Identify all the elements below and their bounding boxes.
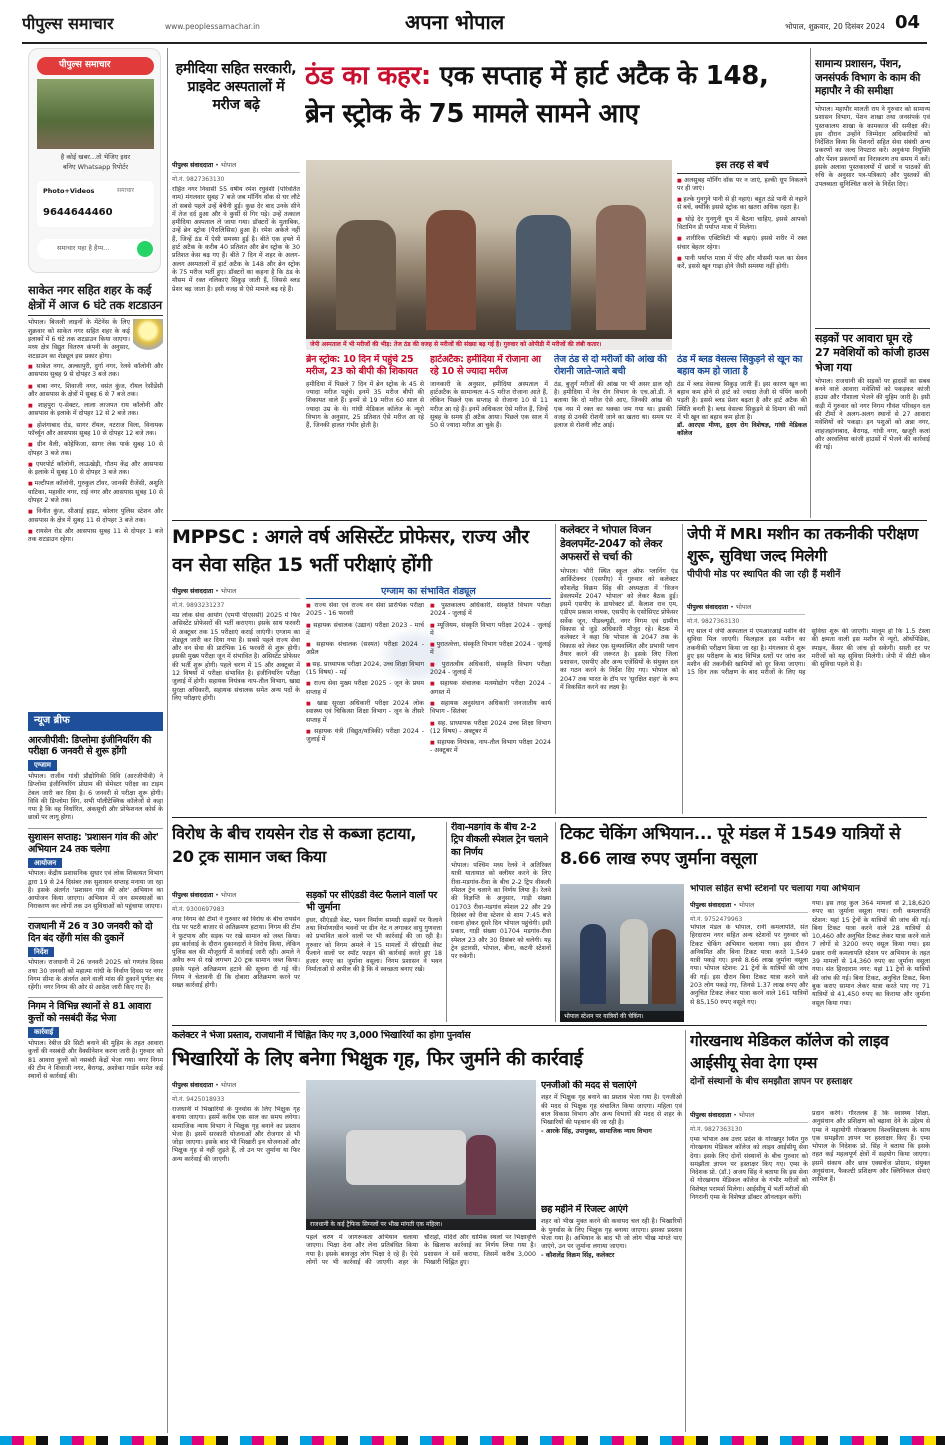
saket-area-list [28, 363, 163, 545]
promo-contact-label: Photo+Videos [43, 187, 95, 195]
area-item: ■ बाबा नगर, शिवाजी नगर, वसंत कुंज, रॉयल रेसीडेंसी और आसपास के क्षेत्रों में सुबह 6 से 7 बजे तक। [28, 383, 163, 400]
byline-mobile: मो.नं. 9752479963 [690, 915, 743, 922]
cd-waste-sub [306, 890, 442, 1022]
gorakh-subheadline: दोनों संस्थानों के बीच समझौता ज्ञापन पर हस्ताक्षर [690, 1076, 853, 1087]
ticket-byline [690, 900, 808, 922]
brief-body: भोपाल। रेबीज फ्री सिटी बनाने की मुहिम के तहत आवारा कुत्तों की नसबंदी और वैक्सीनेशन करना जारी है। गुरुवार को 81 आवारा कुत्तों को नसबंदी केंद्रों भेजा गया। नगर निगम की टीम ने शिवाजी नगर, बैरागढ़, अशोका गार्डन समेत कई स्थानों से कार्रवाई की। [28, 1039, 163, 1081]
lead-byline [172, 160, 300, 184]
raisen-byline [172, 890, 300, 914]
promo-line2: बनिए Whatsapp रिपोर्टर [62, 163, 129, 171]
schedule-item: ■ राज्य सेवा मुख्य परीक्षा 2025 - जून के प्रथम सप्ताह में [306, 680, 424, 697]
sub-headline-text: हार्टअटैक: हमीदिया में रोजाना आ रहे 10 से ज्यादा मरीज [430, 354, 541, 378]
sub-headline: तेज ठंड से दो मरीजों की आंख की रोशनी जाते-जाते बची [554, 354, 667, 378]
schedule-item: ■ सहायक नियंत्रक, नाप-तौल विभाग परीक्षा 2024 - अक्टूबर में [430, 739, 551, 756]
cattle-headline: सड़कों पर आवारा घूम रहे 27 मवेशियों को कांजी हाउस भेजा गया [815, 328, 930, 375]
byline-place: भोपाल [220, 892, 237, 899]
tip-item: ■ थोड़े देर गुनगुनी धूप में बैठना चाहिए, इससे आपको विटामिन डी पर्याप्त मात्रा में मिलेगा। [677, 216, 807, 233]
byline-mobile: मो.नं. 9300697983 [172, 905, 225, 913]
admin-headline: सामान्य प्रशासन, पेंशन, जनसंपर्क विभाग के काम की महापौर ने की समीक्षा [815, 58, 930, 103]
ngo-box [541, 1080, 682, 1200]
beggar-headline [172, 1046, 682, 1076]
sub-body: जानकारी के अनुसार, हमीदिया अस्पताल में हार्टअटैक के सामान्यतः 4-5 मरीज रोजाना आते हैं, लेकिन पिछले एक सप्ताह से रोजाना 10 से 11 मरीज आ रहे हैं। इनमें अधिकतर ऐसे मरीज हैं, जिन्हें सुबह के समय ही अटैक आया। पिछले एक साल में 50 से ज्यादा मरीज आ चुके हैं। [430, 380, 548, 430]
promo-header: पीपुल्स समाचार [37, 57, 154, 75]
lead-kicker-text: हमीदिया सहित सरकारी, प्राइवेट अस्पतालों में मरीज बढ़े [175, 61, 297, 114]
schedule-item: ■ पुरातत्वीय अधिकारी, संस्कृति विभाग परीक्षा 2024 - जुलाई में [430, 661, 551, 678]
ticket-headline-text: टिकट चेकिंग अभियान... पूरे मंडल में 1549 यात्रियों से 8.66 लाख रुपए जुर्माना वसूला [560, 824, 901, 869]
schedule-item: ■ सहायक अनुसंधान अधिकारी जनजातीय कार्य विभाग - सितंबर [430, 700, 551, 717]
gorakh-side: प्रदान करेंगे। गौरतलब है कि स्वास्थ्य शिक्षा, अनुसंधान और प्रशिक्षण को बढ़ावा देने के उद्देश्य से एम्स ने महायोगी गोरखनाथ विश्वविद्यालय के साथ एक समझौता ज्ञापन पर हस्ताक्षर किए हैं। एम्स भोपाल के निदेशक प्रो. सिंह ने बताया कि इसके तहत कई महत्वपूर्ण क्षेत्रों में सहयोग किया जाएगा। इसमें संकाय और छात्र एक्सचेंज प्रोग्राम, संयुक्त अनुसंधान, फैकल्टी प्रशिक्षण और क्लिनिकल सेवाएं शामिल हैं। [812, 1110, 930, 1184]
raisen-body: नगर निगम की टीमों ने गुरुवार को विरोध के बीच रायसेन रोड पर पटरी बाजार से अतिक्रमण हटाया। निगम की टीम ने फुटपाथ और सड़क पर रखे सामान को जब्त किया। इस कार्रवाई के दौरान दुकानदारों ने विरोध किया, लेकिन पुलिस बल की मौजूदगी में कार्रवाई जारी रही। अमले ने अवैध रूप से रखे लगभग 20 ट्रक सामान जब्त किया। इसके पहले अतिक्रमण हटाने की सूचना दी गई थी। निगम ने चेतावनी दी कि दोबारा अतिक्रमण करने पर सख्त कार्रवाई होगी। [172, 916, 300, 990]
brief-headline: राजधानी में 26 व 30 जनवरी को दो दिन बंद रहेंगी मांस की दुकानें [28, 917, 163, 945]
byline-place: भोपाल [220, 1082, 237, 1089]
mri-body: नए साल में जेपी अस्पताल में एमआरआई मशीन की सुविधा मिल जाएगी। फिलहाल इस मशीन का तकनीकी परीक्षण किया जा रहा है। मंगलवार से शुरू हुए इस परीक्षण के बाद विभिन्न स्तरों पर जांच कर मशीन की तकनीकी खामियों को दूर किया जाएगा। 15 दिन तक परीक्षण के बाद मरीजों के लिए यह सुविधा शुरू की जाएगी। मालूम हो कि 1.5 टेस्ला की क्षमता वाली इस मशीन से न्यूरो, ऑर्थोपेडिक, स्पाइन, कैंसर की जांच हो सकेगी। सस्ती दर पर मरीजों को यह सुविधा मिलेगी। जेपी में सीटी स्कैन की सुविधा पहले से है। [687, 628, 930, 677]
website[interactable]: www.peoplessamachar.in [165, 22, 260, 31]
ticket-body: भोपाल मंडल के भोपाल, रानी कमलापति, संत हिरदाराम नगर सहित अन्य स्टेशनों पर गुरुवार को टिकट चेकिंग अभियान चलाया गया। इस दौरान अनियमित और बिना टिकट यात्रा करते 1,549 यात्री पकड़े गए। इनसे 8.66 लाख जुर्माना वसूला गया। भोपाल स्टेशन: 21 ट्रेनों के यात्रियों की जांच की गई। इस दौरान बिना टिकट यात्रा करने वाले 203 लोग पकड़े गए, जिनसे 1.37 लाख रुपए और अनुचित टिकट लेकर यात्रा करने वाले 161 यात्रियों से 85,150 रुपए वसूले गए। [690, 924, 808, 1006]
byline: पीपुल्स संवाददाता • भोपाल [687, 602, 805, 615]
lead-headline-rest: एक सप्ताह में हार्ट अटैक के 148, ब्रेन स्ट्रोक के 75 मामले सामने आए [305, 61, 769, 129]
area-item: ■ एयरपोर्ट कॉलोनी, लाऊखेड़ी, गौतम केंद्र और आसपास के इलाके में सुबह 10 से दोपहर 3 बजे तक। [28, 461, 163, 478]
bulb-icon [133, 319, 163, 353]
mppsc-headline [172, 524, 552, 584]
ticket-subheadline: भोपाल सहित सभी स्टेशनों पर चलाया गया अभियान [690, 884, 860, 894]
lead-headline [305, 58, 805, 158]
cold-title: ठंड में ब्लड वेसल्स सिकुड़ने से खून का बहाव कम हो जाता है [677, 354, 803, 378]
area-item: ■ ग्रीन वैली, कोहेफिजा, सागर लेक पार्क सुबह 10 से दोपहर 3 बजे तक। [28, 441, 163, 458]
beggar-kicker-text: कलेक्टर ने भेजा प्रस्ताव, राजधानी में चिह्नित किए गए 3,000 भिखारियों का होगा पुनर्वास [172, 1030, 471, 1041]
gorakh-story [690, 1030, 930, 1432]
byline-place: भोपाल [220, 588, 237, 595]
brief-headline: सुशासन सप्ताह: 'प्रशासन गांव की ओर' अभियान 24 तक चलेगा [28, 828, 163, 856]
mppsc-schedule [306, 586, 551, 812]
schedule-title: एग्जाम का संभावित शेड्यूल [306, 586, 551, 599]
collector-body: भोपाल। भौरी स्थित स्कूल ऑफ प्लानिंग एंड आर्किटेक्चर (एसपीए) में गुरुवार को कलेक्टर कौशलेंद्र विक्रम सिंह की अध्यक्षता में 'विजन डेवलपमेंट 2047 भोपाल' को लेकर बैठक हुई। इसमें एसपीए के डायरेक्टर डॉ. कैलाश राव एम, एडीएम प्रकाश नायक, एसपीए के एसोसिएट प्रोफेसर सर्वेक जून, पीडब्ल्यूडी, नगर निगम एवं ग्रामीण विकास से जुड़े अधिकारी मौजूद रहे। बैठक में कलेक्टर ने कहा कि भोपाल के 2047 तक के विकास को लेकर एक सुव्यवस्थित और प्रभावी प्लान तैयार करने की जरूरत है। इसके लिए जिला प्रशासन, एसपीए और अन्य एजेंसियों के संयुक्त दल का गठन करने के निर्देश दिए गए। भोपाल को 2047 तक भारत के टॉप पर 'सुरक्षित शहर' के रूप में विकसित करने का लक्ष्य है। [560, 567, 678, 692]
sub-headline [306, 354, 424, 379]
byline-name: पीपुल्स संवाददाता [690, 1112, 732, 1119]
news-brief-label: न्यूज ब्रीफ [28, 712, 163, 731]
beggar-photo-caption: राजधानी के कई ट्रैफिक सिग्नलों पर भीख मांगती एक महिला। [306, 1219, 536, 1231]
ngo-body: शहर में भिक्षुक गृह बनाने का प्रस्ताव भेजा गया है। एनजीओ की मदद से भिक्षुक गृह संचालित किया जाएगा। महिला एवं बाल विकास विभाग और अन्य विभागों की मदद से शहर के भिखारियों की पहचान की जा रही है। [541, 1094, 682, 1127]
schedule-item: ■ म्यूजियम, संस्कृति विभाग परीक्षा 2024 - जुलाई में [430, 622, 551, 639]
tips-box [677, 160, 807, 350]
beggar-kicker [172, 1030, 682, 1044]
schedule-item: ■ सहायक यंत्री (विद्युत/यांत्रिकी) परीक्षा 2024 - जुलाई में [306, 728, 424, 745]
saket-headline: साकेत नगर सहित शहर के कई क्षेत्रों में आज 6 घंटे तक शटडाउन [28, 283, 163, 316]
rewa-body: भोपाल। पश्चिम मध्य रेलवे ने अतिरिक्त यात्री यातायात को क्लीयर करने के लिए रीवा-मडगांव-रीवा के बीच 2-2 ट्रिप वीकली स्पेशल ट्रेन चलाने का निर्णय लिया है। रेलवे की विज्ञप्ति के अनुसार, गाड़ी संख्या 01703 रीवा-मडगांव स्पेशल 22 और 29 दिसंबर को रीवा स्टेशन से शाम 7:45 बजे रवाना होकर दूसरे दिन भोपाल पहुंचेगी। इसी प्रकार, गाड़ी संख्या 01704 मडगांव-रीवा स्पेशल 23 और 30 दिसंबर को चलेगी। यह ट्रेन इटारसी, भोपाल, बीना, कटनी स्टेशनों पर रुकेगी। [451, 862, 551, 961]
admin-story [815, 58, 930, 320]
brief-body: भोपाल। राजीव गांधी प्रौद्योगिकी विवि (आरजीपीवी) ने डिप्लोमा इंजीनियरिंग प्रोग्राम की सेमेस्टर परीक्षा का टाइम टेबल जारी कर दिया है। 6 जनवरी से परीक्षा शुरू होगी। विवि की डिप्लोमा विंग, सभी पॉलीटेक्निक कॉलेजों से कहा गया है कि वह निर्धारित, अंकसूची और प्रोफेशनल कोर्स के छात्रों पर लागू होगा। [28, 773, 163, 822]
area-item: ■ मल्टीपल कॉलोनी, गुरुकुल टॉवर, जानकी रीजेंसी, अशुति वाटिका, महावीर नगर, राई नगर और आसपास सुबह 10 से दोपहर 2 बजे तक। [28, 480, 163, 505]
page-number: 04 [895, 12, 921, 33]
news-brief [28, 712, 163, 1432]
schedule-item: ■ सह. प्राध्यापक परीक्षा 2024, उच्च शिक्षा विभाग (15 विषय) - मई [306, 661, 424, 678]
cold-credit: डॉ. आरएस मीणा, हृदय रोग विशेषज्ञ, गांधी मेडिकल कॉलेज [677, 422, 807, 438]
dateline: भोपाल, शुक्रवार, 20 दिसंबर 2024 [785, 22, 885, 31]
schedule-item: ■ राज्य सेवा एवं राज्य वन सेवा प्रारंभिक परीक्षा 2025 - 16 फरवरी [306, 602, 424, 619]
mppsc-headline-text: MPPSC : अगले वर्ष असिस्टेंट प्रोफेसर, राज्य और वन सेवा सहित 15 भर्ती परीक्षाएं होंगी [172, 526, 529, 576]
mri-headline: जेपी में MRI मशीन का तकनीकी परीक्षण शुरू, सुविधा जल्द मिलेगी [687, 525, 918, 565]
byline-mobile: मो.नं. 9827363130 [687, 617, 740, 625]
report-box [541, 1204, 682, 1432]
byline: पीपुल्स संवाददाता • भोपाल [690, 1110, 808, 1123]
byline-mobile: मो.नं. 9425018933 [172, 1095, 225, 1103]
area-item: ■ विनीत कुंज, सीआई हाइट, कोलार पुलिस स्टेशन और आसपास के क्षेत्र में सुबह 11 से दोपहर 3 बजे तक। [28, 508, 163, 525]
gorakh-body: एम्स भोपाल अब उत्तर प्रदेश के गोरखपुर स्थित गुरु गोरखनाथ मेडिकल कॉलेज को लाइव आईसीयू सेवा देगा। इसके लिए दोनों संस्थानों के बीच गुरुवार को समझौता ज्ञापन पर हस्ताक्षर किए गए। एम्स के निदेशक प्रो. (डॉ.) अजय सिंह ने बताया कि इस सेवा से गोरखनाथ मेडिकल कॉलेज के गंभीर मरीजों को विशेषज्ञ परामर्श मिलेगा। आईसीयू में भर्ती मरीजों की निगरानी एम्स के विशेषज्ञ डॉक्टर ऑनलाइन करेंगे। [690, 1136, 808, 1202]
schedule-right [430, 602, 551, 812]
byline-name: पीपुल्स संवाददाता [172, 1082, 214, 1089]
lead-kicker [172, 60, 300, 155]
byline: पीपुल्स संवाददाता • भोपाल [172, 890, 300, 903]
sub-body: ठंड, बुजुर्ग मरीजों की आंख पर भी असर डाल रही है। हमीदिया में नेत्र रोग विभाग के एच.ओ.डी. ने बताया कि दो मरीज ऐसे आए, जिनकी आंख की एक नस में रक्त का थक्का जम गया था। इसकी वजह से उनकी रोशनी जाने का खतरा था। समय पर इलाज से रोशनी लौट आई। [554, 380, 672, 430]
beggar-body: राजधानी में भिखारियों के पुनर्वास के लिए भिक्षुक गृह बनाया जाएगा। इसमें करीब एक साल का समय लगेगा। सामाजिक न्याय विभाग ने भिक्षुक गृह बनाने का प्रस्ताव भेजा है। इसमें सरकारी योजनाओं और रोजगार से भी जोड़ा जाएगा। इसके बाद भी भिखारी इन योजनाओं और भिक्षुक गृह से नहीं जुड़ते हैं, तो उन पर जुर्माना या फिर अन्य कार्रवाई की जाएगी। [172, 1106, 300, 1163]
promo-contact-box [37, 181, 154, 227]
promo-chat-bar[interactable]: समाचार यहा है हैप्प... [37, 239, 154, 259]
admin-body: भोपाल। महापौर मालती राय ने गुरुवार को सामान्य प्रशासन विभाग, पेंशन शाखा तथा जनसंपर्क एवं पुस्तकालय शाखा के कामकाज की समीक्षा की। इस दौरान उन्होंने जिम्मेदार अधिकारियों को निर्देशित किया कि पेंशनरों सहित सेवा संबंधी अन्य प्रकरणों का जल्द निपटारा करें। अनुकंपा नियुक्ति और पेंशन प्रकरणों का निराकरण तय समय में करें। इसके अलावा पुस्तकालयों में छात्रों व पाठकों की रुचि के अनुसार पत्र-पत्रिकाएं और पुस्तकों की उपलब्धता सुनिश्चित करने के निर्देश दिए। [815, 105, 930, 188]
rewa-headline: रीवा-मडगांव के बीच 2-2 ट्रिप वीकली स्पेशल ट्रेन चलाने का निर्णय [451, 822, 548, 858]
ticket-photo-caption: भोपाल स्टेशन पर यात्रियों की चेकिंग। [560, 1011, 684, 1023]
heart-attack-sub [430, 354, 548, 524]
byline-name: पीपुल्स संवाददाता [687, 604, 729, 611]
beggar-body2: पहले चरण में जागरूकता अभियान चलाया जाएगा। भिक्षा देना और लेना प्रतिबंधित किया गया है। इसके बावजूद लोग भिक्षा दे रहे हैं। ऐसे लोगों पर भी कार्रवाई की जाएगी। शहर के चौराहों, मंदिरों और धार्मिक स्थलों पर भिक्षावृत्ति के खिलाफ कार्रवाई का निर्णय लिया गया है। प्रशासन ने सर्वे कराया, जिसमें करीब 3,000 भिखारी चिह्नित हुए। [306, 1234, 536, 1266]
byline-place: भोपाल [735, 604, 752, 611]
report-body: शहर को भीख मुक्त करने की कवायद चल रही है। भिखारियों के पुनर्वास के लिए भिक्षुक गृह बनाया जाएगा। इसका प्रस्ताव भेजा गया है। अभियान के बाद भी जो लोग भीख मांगते पाए जाएंगे, उन पर जुर्माना लगाया जाएगा। [541, 1218, 682, 1251]
byline-mobile: मो.नं. 9827363130 [690, 1125, 743, 1133]
sub-headline-text: ब्रेन स्ट्रोक: 10 दिन में पहुंचे 25 मरीज, 23 को बीपी की शिकायत [306, 354, 418, 378]
schedule-item: ■ पुरातत्वेत्ता, संस्कृति विभाग परीक्षा 2024 - जुलाई में [430, 641, 551, 658]
mri-subheadline: पीपीपी मोड पर स्थापित की जा रही हैं मशीनें [687, 569, 841, 581]
promo-line1: है कोई खबर...तो भेजिए इधर [60, 153, 131, 161]
mri-story [687, 524, 930, 814]
byline-mobile: मो.नं. 9893231237 [172, 601, 225, 609]
brief-body: भोपाल। केंद्रीय प्रशासनिक सुधार एवं लोक शिकायत विभाग द्वारा 19 से 24 दिसंबर तक सुशासन सप्ताह मनाया जा रहा है। इसके अंतर्गत 'प्रशासन गांव की ओर' अभियान का आयोजन किया जाएगा। अभियान में जन समस्याओं का निराकरण कर लोगों तक उन सुविधाओं को पहुंचाया जाएगा। [28, 870, 163, 911]
report-headline: छह महीने में रिजल्ट आएंगे [541, 1204, 628, 1215]
brief-tag: कार्रवाई [28, 1027, 59, 1038]
byline-place: भोपाल [220, 162, 237, 169]
tip-item: ■ पानी पर्याप्त मात्रा में पीएं और मौसमी फल का सेवन करें, इससे खून गाढ़ा होने जैसी समस्या नहीं होगी। [677, 255, 807, 272]
schedule-item: ■ सहायक संचालक (उद्यान) परीक्षा 2023 - मार्च में [306, 622, 424, 639]
ticket-side: गया। इस तरह कुल 364 मामलों से 2,18,620 रुपए का जुर्माना वसूला गया। रानी कमलापति स्टेशन: यहां 15 ट्रेनों के यात्रियों की जांच की गई। बिना टिकट यात्रा करने वाले 28 यात्रियों से 10,460 और अनुचित टिकट लेकर यात्रा करने वाले 7 लोगों से 3200 रुपए वसूल किया गया। इस प्रकार रानी कमलापति स्टेशन पर अभियान के तहत 39 मामलों से 14,360 रुपए का जुर्माना वसूला गया। संत हिरदाराम नगर: यहां 11 ट्रेनों के यात्रियों की जांच की गई। बिना टिकट, अनुचित टिकट, बिना बुक कराए सामान लेकर यात्रा करते पाए गए 71 यात्रियों से 41,450 रुपए का किराया और जुर्माना वसूल किया गया। [812, 900, 930, 1007]
byline-name: पीपुल्स संवाददाता [172, 892, 214, 899]
tips-title: इस तरह से बचें [677, 160, 807, 174]
brief-headline: आरजीपीवी: डिप्लोमा इंजीनियरिंग की परीक्षा 6 जनवरी से शुरू होंगी [28, 734, 151, 758]
print-color-bar [0, 1436, 945, 1445]
cd-waste-body: इधर, सीएंडडी वेस्ट, भवन निर्माण सामग्री सड़कों पर फैलाने तथा निर्माणाधीन भवनों पर ग्रीन नेट न लगाकर वायु गुणवत्ता को प्रभावित करने वालों पर भी कार्रवाई की जा रही है। गुरुवार को निगम अमले ने 15 मामलों में सीएंडडी वेस्ट फैलाने वालों पर स्पॉट फाइन की कार्रवाई करते हुए 18 हजार रुपए का जुर्माना वसूला। निगम प्रशासन ने भवन निर्माताओं से अपील की है कि वे स्वच्छता बनाए रखें। [306, 916, 442, 974]
area-item: ■ साकेत नगर, अल्कापुरी, दुर्गा नगर, रेलवे कॉलोनी और आसपास सुबह 9 से दोपहर 3 बजे तक। [28, 363, 163, 380]
schedule-item: ■ सहायक संचालक मत्स्योद्योग परीक्षा 2024 - अगस्त में [430, 680, 551, 697]
collector-story [560, 524, 678, 814]
lead-col1: रोहित नगर निवासी 55 वर्षीय रमेश रघुवंशी (परिवर्तित नाम) मंगलवार सुबह 7 बजे जब मॉर्निंग वॉक से घर लौटे तो सबसे पहले उन्हें बेचैनी हुई। कुछ देर बाद उनके सीने में तेज दर्द हुआ और वे कुर्सी से गिर पड़े। उन्हें तत्काल हमीदिया अस्पताल ले जाया गया। डॉक्टरों के मुताबिक, उन्हें ब्रेन स्ट्रोक (पैरालिसिस) हुआ है। रमेश अकेले नहीं हैं, जिन्हें ठंड में ऐसी समस्या हुई है। बीते एक हफ्ते में हार्ट अटैक के करीब 40 प्रतिशत और ब्रेन स्ट्रोक के 30 प्रतिशत केस बढ़ गए हैं। बीते 7 दिन में शहर के अलग-अलग अस्पतालों में हार्ट अटैक के 148 और ब्रेन स्ट्रोक के 75 मरीज भर्ती हुए। डॉक्टरों का कहना है कि ठंड के मौसम में रक्त नलिकाएं सिकुड़ जाती हैं, जिससे ब्लड प्रेशर बढ़ जाता है। इसी वजह से ऐसे मामले बढ़ रहे हैं। [172, 186, 300, 293]
masthead [0, 0, 945, 44]
mppsc-body: मप्र लोक सेवा आयोग (एमपी पीएससी) 2025 में फिर असिस्टेंट प्रोफेसरों की भर्ती कराएगा। इसके साथ फरवरी से अक्टूबर तक 15 परीक्षाएं कराई जाएंगी। एग्जाम का शेड्यूल जारी कर दिया गया है। सबसे पहले राज्य सेवा और वन सेवा की प्रारंभिक 16 फरवरी से शुरू होगी। इसकी मुख्य परीक्षा जून में संभावित है। असिस्टेंट प्रोफेसर की भर्ती शुरू होगी। पहले चरण में 15 और अक्टूबर में 12 विषयों में परीक्षा संभावित है। इंजीनियरिंग परीक्षा जुलाई में होगी। सहायक नियंत्रक नाप-तौल विभाग, खाद्य सुरक्षा अधिकारी, सहायक संचालक समेत अन्य पदों के लिए परीक्षाएं होंगी। [172, 612, 300, 702]
gorakh-headline: गोरखनाथ मेडिकल कॉलेज को लाइव आईसीयू सेवा देगा एम्स [690, 1032, 889, 1073]
lead-headline-red: ठंड का कहर: [305, 61, 431, 91]
ticket-headline [560, 822, 930, 880]
sub-headline [430, 354, 548, 379]
brain-stroke-sub [306, 354, 424, 524]
byline-name: पीपुल्स संवाददाता [172, 162, 214, 169]
byline-name: पीपुल्स संवाददाता [690, 902, 732, 909]
schedule-left [306, 602, 424, 812]
cold-box [677, 354, 807, 524]
cattle-body: भोपाल। राजधानी की सड़कों पर हादसों का सबब बनने वाले आवारा मवेशियों को पकड़कर कांजी हाउस और गौशाला भेजने की मुहिम जारी है। इसी कड़ी में गुरुवार को नगर निगम गौवंश परिवहन दल की टीमों ने अलग-अलग स्थानों से 27 आवारा मवेशियों को पकड़ा। इन पशुओं को अन्ना नगर, शाहजहांनाबाद, बैरागढ़, गांधी नगर, खजूरी कलां और अरवलिया कांजी हाउसों में भेजने की कार्रवाई की गई। [815, 377, 930, 452]
eye-sub [554, 354, 672, 524]
hospital-photo [306, 160, 672, 350]
brief-headline: निगम ने विभिन्न स्थानों से 81 आवारा कुत्तों को नसबंदी केंद्र भेजा [28, 997, 163, 1025]
tips-list [677, 177, 807, 272]
send-icon[interactable] [137, 241, 153, 257]
byline: पीपुल्स संवाददाता • भोपाल [172, 160, 300, 173]
brief-tag: आयोजन [28, 858, 62, 869]
rewa-story [451, 822, 551, 1022]
beggar-byline [172, 1080, 300, 1104]
mri-byline [687, 602, 805, 626]
byline-place: भोपाल [738, 902, 755, 909]
mppsc-byline [172, 586, 300, 610]
promo-phone-number[interactable]: 9644644460 [43, 207, 113, 218]
beggar-photo [306, 1080, 536, 1230]
byline-place: भोपाल [738, 1112, 755, 1119]
section-title: अपना भोपाल [405, 10, 505, 34]
byline: पीपुल्स संवाददाता • भोपाल [172, 1080, 300, 1093]
hospital-photo-caption: जेपी अस्पताल में भी मरीजों की भीड़: तेज ठंड की वजह से मरीजों की संख्या बढ़ गई है। गुरुवार को ओपीडी में मरीजों की लंबी कतार। [306, 339, 672, 351]
schedule-item: ■ पुस्तकालय अधिकारी, संस्कृति विभाग परीक्षा 2024 - जुलाई में [430, 602, 551, 619]
tip-item: ■ हल्के गुनगुने पानी से ही नहाएं। बहुत ठंडे पानी से नहाने से बचें, क्योंकि इससे स्ट्रोक का खतरा अधिक रहता है। [677, 196, 807, 213]
ticket-photo [560, 884, 684, 1022]
gorakh-byline [690, 1110, 808, 1134]
lead-headline-text [305, 58, 805, 133]
byline-name: पीपुल्स संवाददाता [172, 588, 214, 595]
area-item: ■ शाहपुरा ए-सेक्टर, लाला लाजपत राय कॉलोनी और आसपास के इलाके में दोपहर 12 से 2 बजे तक। [28, 402, 163, 419]
byline: पीपुल्स संवाददाता • भोपाल [172, 586, 300, 599]
beggar-headline-text: भिखारियों के लिए बनेगा भिक्षुक गृह, फिर जुर्माने की कार्रवाई [172, 1048, 583, 1070]
brief-body: भोपाल। राजधानी में 26 जनवरी 2025 को गणतंत्र दिवस तथा 30 जनवरी को महात्मा गांधी के निर्वाण दिवस पर नगर निगम सीमा के अंतर्गत आने वाली मांस की दुकानें पूर्णतः बंद रहेंगी। नगर निगम की ओर से आदेश जारी किए गए हैं। [28, 959, 163, 992]
ngo-headline: एनजीओ की मदद से चलाएंगे [541, 1080, 637, 1091]
schedule-item: ■ सह. प्राध्यापक परीक्षा 2024 उच्च शिक्षा विभाग (12 विषय) - अक्टूबर में [430, 720, 551, 737]
report-credit: - कौशलेंद्र विक्रम सिंह, कलेक्टर [541, 1251, 615, 1259]
cold-body: ठंड में ब्लड वेसल्स सिकुड़ जाती हैं। इस कारण खून का बहाव कम होने से हार्ट को ज्यादा तेजी से पंपिंग करनी पड़ती है। इससे ब्लड प्रेशर बढ़ता है और हार्ट अटैक की स्थिति बनती है। ब्लड वेसल्स सिकुड़ने से दिमाग की नसों में भी खून का बहाव कम होता है। [677, 380, 807, 421]
collector-headline: कलेक्टर ने भोपाल विजन डेवलपमेंट-2047 को लेकर अफसरों से चर्चा की [560, 524, 663, 564]
area-item: ■ होशंगाबाद रोड, सागर रॉयल, नटराज विला, विनायक फॉर्च्यून और आसपास सुबह 10 से दोपहर 12 बजे तक। [28, 422, 163, 439]
saket-intro: भोपाल। बिजली लाइनों के मेंटेनेंस के लिए शुक्रवार को साकेत नगर सहित शहर के कई इलाकों में 6 घंटे तक शटडाउन किया जाएगा। मध्य क्षेत्र विद्युत वितरण कंपनी के अनुसार, शटडाउन का शेड्यूल इस प्रकार होगा। [28, 319, 130, 360]
raisen-headline: विरोध के बीच रायसेन रोड से कब्जा हटाया, 20 ट्रक सामान जब्त किया [172, 824, 417, 867]
brief-tag: एग्जाम [28, 760, 57, 771]
promo-sub-label: समाचार [117, 187, 135, 194]
byline-mobile: मो.नं. 9827363130 [172, 175, 225, 183]
cattle-story [815, 328, 930, 518]
schedule-item: ■ सहायक संचालक (सस्यत) परीक्षा 2024 - अप्रैल [306, 641, 424, 658]
area-item: ■ रायसेन रोड और आसपास सुबह 11 से दोपहर 1 बजे तक शटडाउन रहेगा। [28, 528, 163, 545]
cd-waste-headline: सड़कों पर सीएंडडी वेस्ट फैलाने वालों पर भी जुर्माना [306, 890, 437, 914]
promo-photo [37, 79, 154, 149]
brief-tag: निर्देश [28, 947, 54, 958]
schedule-item: ■ खाद्य सुरक्षा अधिकारी परीक्षा 2024 लोक स्वास्थ्य एवं चिकित्सा शिक्षा विभाग - जून के तीसरे सप्ताह में [306, 700, 424, 725]
brand-logo: पीपुल्स समाचार [22, 14, 114, 33]
tip-item: ■ अलसुबह मॉर्निंग वॉक पर न जाएं, हल्की धूप निकलने पर ही जाएं। [677, 177, 807, 194]
whatsapp-promo [28, 48, 161, 273]
ngo-credit: - आरके सिंह, उपायुक्त, सामाजिक न्याय विभाग [541, 1127, 652, 1135]
tip-item: ■ शारीरिक एक्टिविटी भी बढ़ाएं। इससे शरीर में रक्त संचार बेहतर रहेगा। [677, 235, 807, 252]
sub-body: हमीदिया में पिछले 7 दिन में ब्रेन स्ट्रोक के 45 से ज्यादा मरीज पहुंचे। इनमें 35 मरीज बीपी की शिकायत वाले हैं। इनमें से 19 मरीज 60 साल से ज्यादा उम्र के थे। गांधी मेडिकल कॉलेज के न्यूरो विभाग के अनुसार, 25 प्रतिशत ऐसे मरीज आ रहे हैं, जिनकी हालत गंभीर होती है। [306, 380, 424, 430]
byline: पीपुल्स संवाददाता • भोपाल [690, 900, 808, 913]
saket-story [28, 283, 163, 710]
